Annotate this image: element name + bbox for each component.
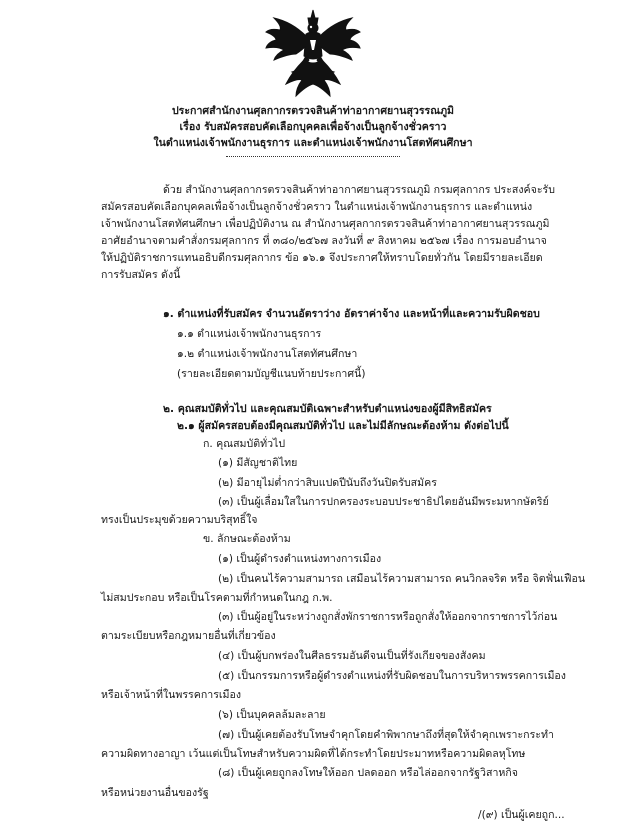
intro-line: เจ้าพนักงานโสตทัศนศึกษา เพื่อปฏิบัติงาน ณ สำนักงานศุลกากรตรวจสินค้าท่าอากาศยานสุวรรณภูมิ xyxy=(101,218,550,230)
garuda-emblem-icon xyxy=(262,8,364,100)
section-2-subheading: ๒.๑ ผู้สมัครสอบต้องมีคุณสมบัติทั่วไป และไม่มีลักษณะต้องห้าม ดังต่อไปนี้ xyxy=(177,420,509,432)
section-2-heading: ๒. คุณสมบัติทั่วไป และคุณสมบัติเฉพาะสำหรับตำแหน่งของผู้มีสิทธิสมัคร xyxy=(163,403,492,415)
part-b-item: (๖) เป็นบุคคลล้มละลาย xyxy=(218,709,326,721)
part-a-item: (๑) มีสัญชาติไทย xyxy=(218,457,298,469)
part-b-item-cont: ไม่สมประกอบ หรือเป็นโรคตามที่กำหนดในกฎ ก.พ. xyxy=(101,592,333,604)
part-b-item: (๑) เป็นผู้ดำรงตำแหน่งทางการเมือง xyxy=(218,553,382,565)
section-1-heading: ๑. ตำแหน่งที่รับสมัคร จำนวนอัตราว่าง อัตราค่าจ้าง และหน้าที่และความรับผิดชอบ xyxy=(163,308,540,320)
part-b-item: (๕) เป็นกรรมการหรือผู้ดำรงตำแหน่งที่รับผิดชอบในการบริหารพรรคการเมือง xyxy=(218,670,566,682)
part-b-item: (๘) เป็นผู้เคยถูกลงโทษให้ออก ปลดออก หรือไล่ออกจากรัฐวิสาหกิจ xyxy=(218,767,518,779)
title-separator xyxy=(226,156,400,157)
part-a-label: ก. คุณสมบัติทั่วไป xyxy=(203,438,286,450)
part-b-item: (๗) เป็นผู้เคยต้องรับโทษจำคุกโดยคำพิพากษาถึงที่สุดให้จำคุกเพราะกระทำ xyxy=(218,729,554,741)
title-line-2: เรื่อง รับสมัครสอบคัดเลือกบุคคลเพื่อจ้างเป็นลูกจ้างชั่วคราว xyxy=(179,121,447,133)
page-continuation: /(๙) เป็นผู้เคยถูก... xyxy=(478,809,565,821)
intro-line: การรับสมัคร ดังนี้ xyxy=(101,269,181,281)
intro-line: ให้ปฏิบัติราชการแทนอธิบดีกรมศุลกากร ข้อ ๑๖.๑ จึงประกาศให้ทราบโดยทั่วกัน โดยมีรายละเอียด xyxy=(101,252,543,264)
part-b-item: (๒) เป็นคนไร้ความสามารถ เสมือนไร้ความสามารถ คนวิกลจริต หรือ จิตฟั่นเฟือน xyxy=(218,573,586,585)
part-b-item: (๓) เป็นผู้อยู่ในระหว่างถูกสั่งพักราชการหรือถูกสั่งให้ออกจากราชการไว้ก่อน xyxy=(218,611,558,623)
part-b-item-cont: ตามระเบียบหรือกฎหมายอื่นที่เกี่ยวข้อง xyxy=(101,630,276,642)
part-b-item-cont: หรือหน่วยงานอื่นของรัฐ xyxy=(101,787,209,799)
title-line-1: ประกาศสำนักงานศุลกากรตรวจสินค้าท่าอากาศยานสุวรรณภูมิ xyxy=(171,105,455,117)
title-line-3: ในตำแหน่งเจ้าพนักงานธุรการ และตำแหน่งเจ้าพนักงานโสตทัศนศึกษา xyxy=(153,137,473,149)
section-1-note: (รายละเอียดตามบัญชีแนบท้ายประกาศนี้) xyxy=(177,368,366,380)
intro-line: สมัครสอบคัดเลือกบุคคลเพื่อจ้างเป็นลูกจ้างชั่วคราว ในตำแหน่งเจ้าพนักงานธุรการ และตำแหน่ง xyxy=(101,201,533,213)
part-b-item-cont: หรือเจ้าหน้าที่ในพรรคการเมือง xyxy=(101,689,242,701)
intro-line: อาศัยอำนาจตามคำสั่งกรมศุลกากร ที่ ๓๘๐/๒๕๖๗ ลงวันที่ ๙ สิงหาคม ๒๕๖๗ เรื่อง การมอบอำนาจ xyxy=(101,235,547,247)
section-1-item: ๑.๒ ตำแหน่งเจ้าพนักงานโสตทัศนศึกษา xyxy=(177,348,358,360)
part-a-item: (๒) มีอายุไม่ต่ำกว่าสิบแปดปีนับถึงวันปิดรับสมัคร xyxy=(218,477,437,489)
intro-line: ด้วย สำนักงานศุลกากรตรวจสินค้าท่าอากาศยานสุวรรณภูมิ กรมศุลกากร ประสงค์จะรับ xyxy=(163,184,555,196)
part-b-item: (๔) เป็นผู้บกพร่องในศีลธรรมอันดีจนเป็นที่รังเกียจของสังคม xyxy=(218,650,486,662)
part-a-item: (๓) เป็นผู้เลื่อมใสในการปกครองระบอบประชาธิปไตยอันมีพระมหากษัตริย์ xyxy=(218,496,549,508)
section-1-item: ๑.๑ ตำแหน่งเจ้าพนักงานธุรการ xyxy=(177,328,322,340)
part-b-item-cont: ความผิดทางอาญา เว้นแต่เป็นโทษสำหรับความผิดที่ได้กระทำโดยประมาทหรือความผิดลหุโทษ xyxy=(101,748,526,760)
part-b-label: ข. ลักษณะต้องห้าม xyxy=(203,533,291,545)
part-a-item-cont: ทรงเป็นประมุขด้วยความบริสุทธิ์ใจ xyxy=(101,514,258,526)
